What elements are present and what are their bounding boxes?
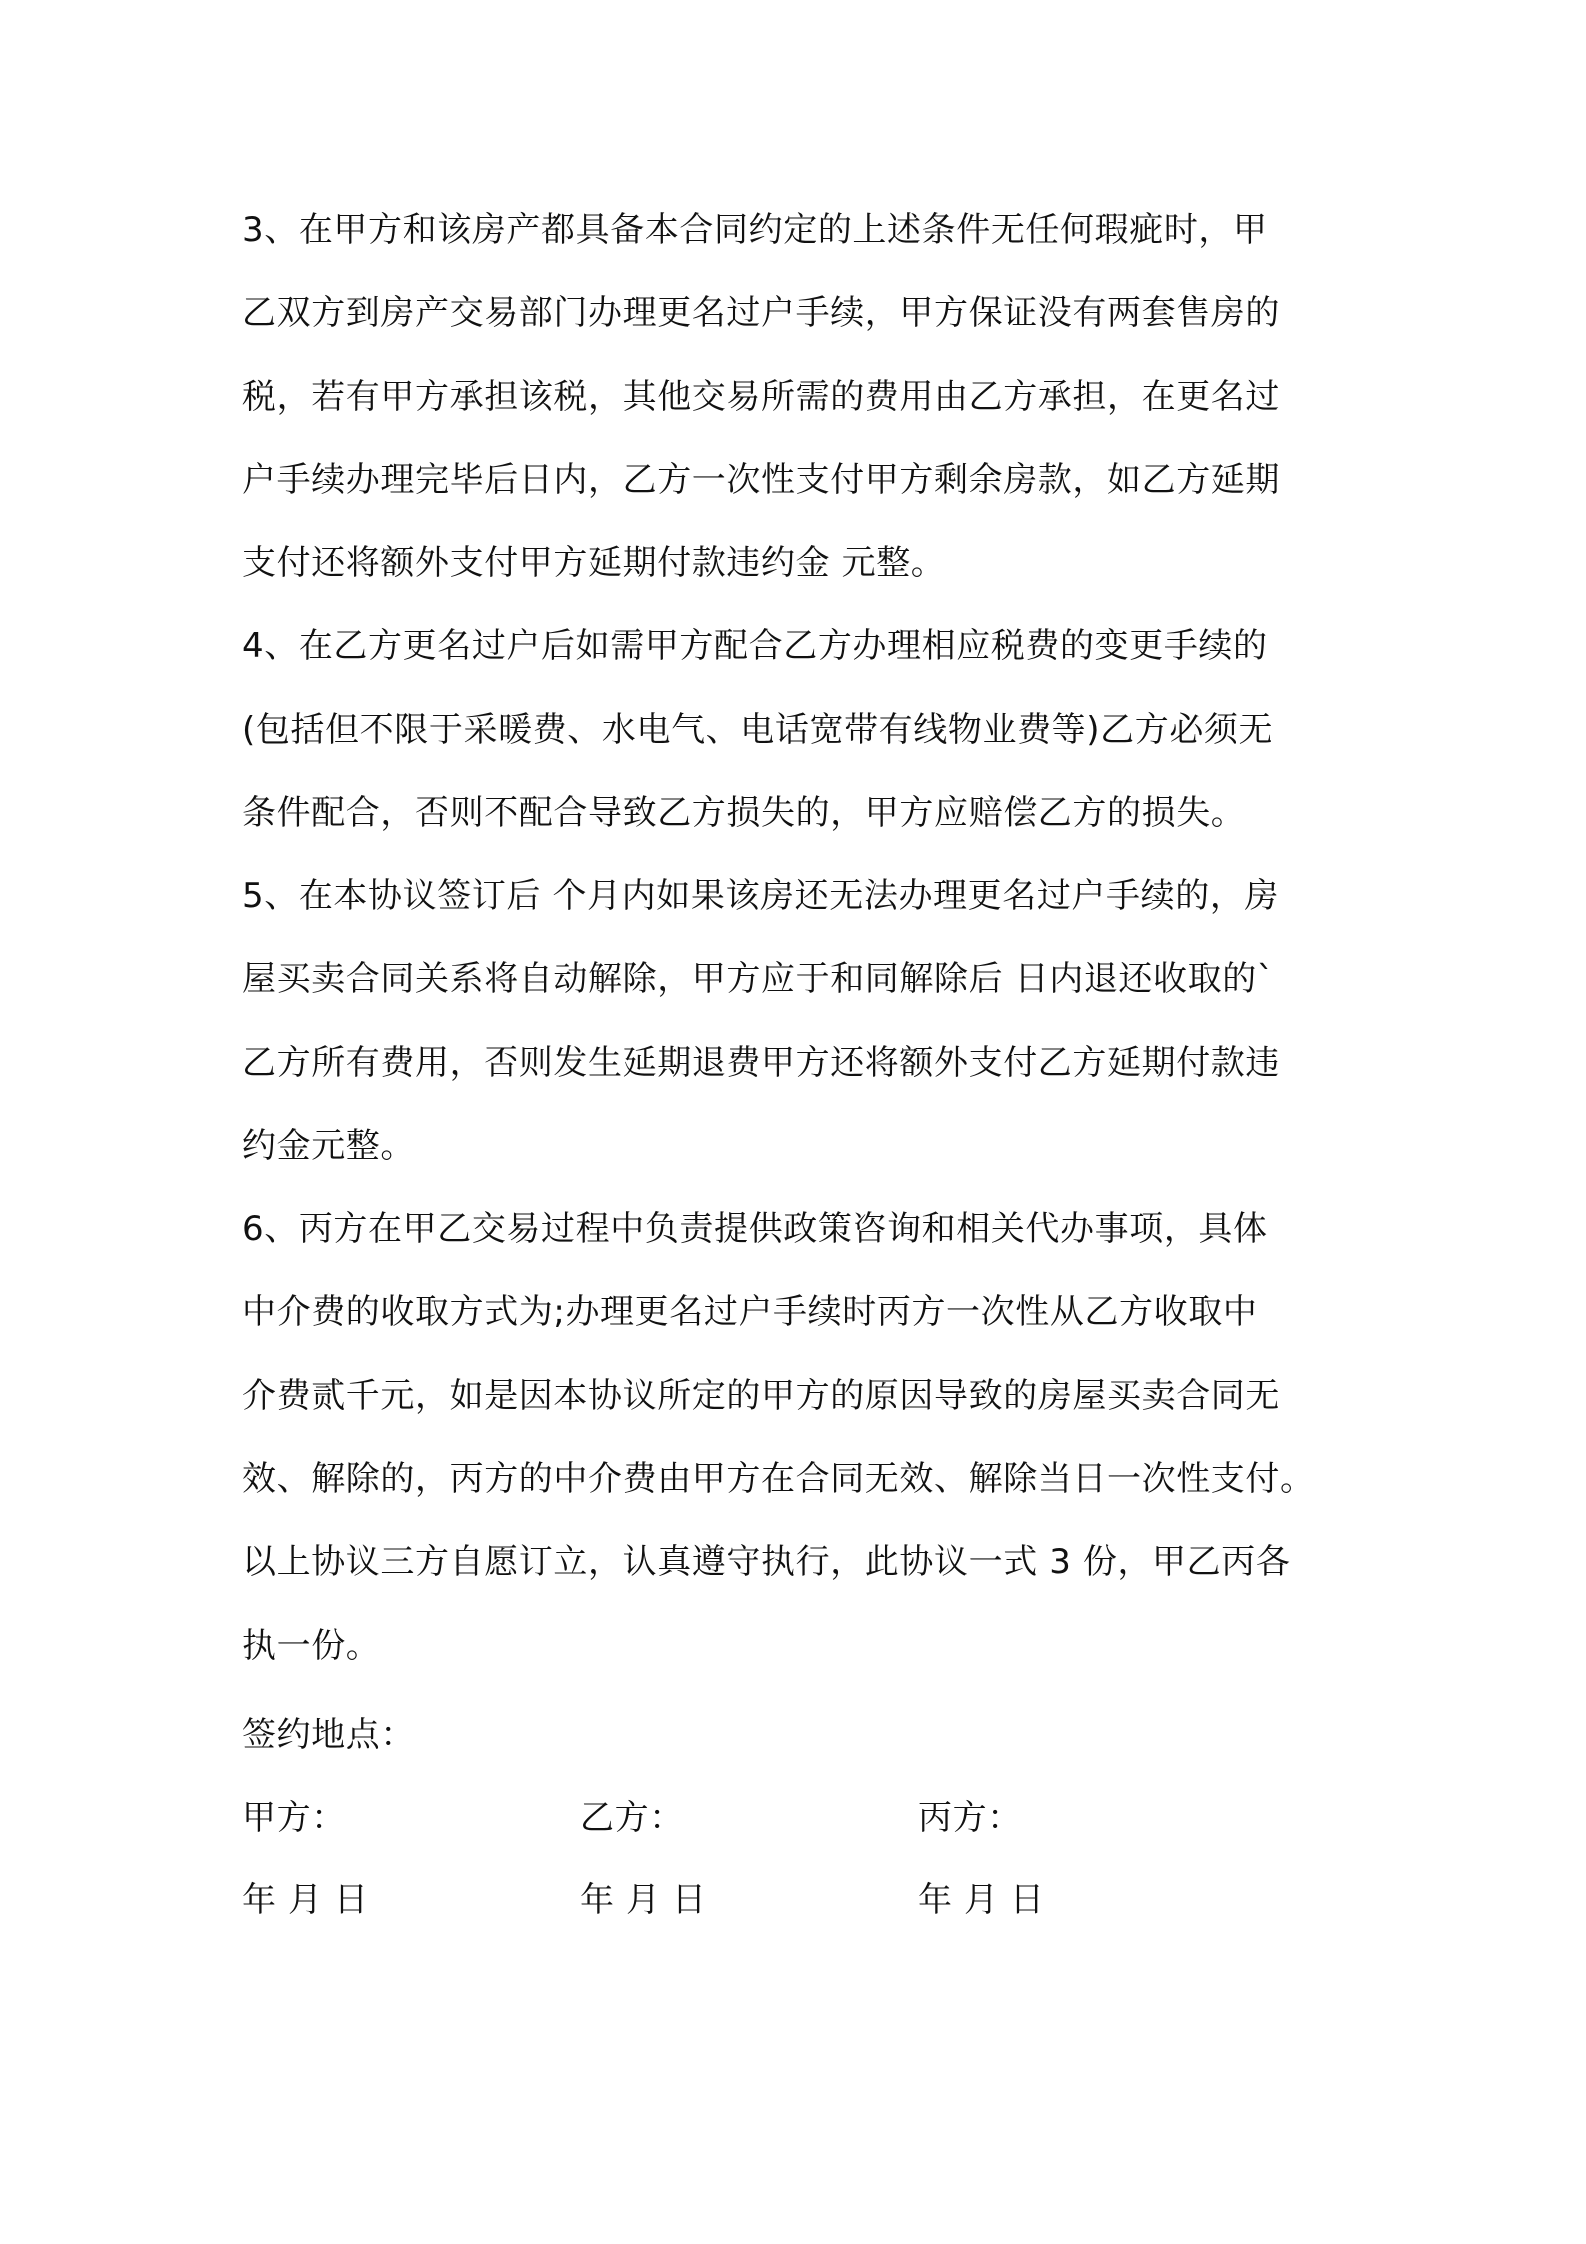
clause-4-line-2: (包括但不限于采暖费、水电气、电话宽带有线物业费等)乙方必须无: [242, 710, 1274, 750]
party-a-label: 甲方：: [242, 1798, 346, 1838]
clause-4-line-3: 条件配合，否则不配合导致乙方损失的，甲方应赔偿乙方的损失。: [242, 793, 1246, 833]
clause-5-line-2: 屋买卖合同关系将自动解除，甲方应于和同解除后 日内退还收取的`: [242, 959, 1275, 999]
clause-6-line-3: 介费贰千元，如是因本协议所定的甲方的原因导致的房屋买卖合同无: [242, 1376, 1280, 1416]
party-c-label: 丙方：: [918, 1798, 1022, 1838]
clause-3-line-3: 税，若有甲方承担该税，其他交易所需的费用由乙方承担，在更名过: [242, 377, 1280, 417]
closing-line-2: 执一份。: [242, 1626, 381, 1666]
party-a-date: 年 月 日: [242, 1880, 369, 1920]
party-b-date: 年 月 日: [580, 1880, 707, 1920]
clause-5-line-1: 5、在本协议签订后 个月内如果该房还无法办理更名过户手续的，房: [242, 876, 1280, 916]
party-c-date: 年 月 日: [918, 1880, 1045, 1920]
clause-3-line-2: 乙双方到房产交易部门办理更名过户手续，甲方保证没有两套售房的: [242, 293, 1280, 333]
signing-place-label: 签约地点：: [242, 1715, 415, 1755]
clause-3-line-5: 支付还将额外支付甲方延期付款违约金 元整。: [242, 543, 946, 583]
clause-3-line-1: 3、在甲方和该房产都具备本合同约定的上述条件无任何瑕疵时，甲: [242, 210, 1268, 250]
clause-5-line-4: 约金元整。: [242, 1126, 415, 1166]
clause-6-line-4: 效、解除的，丙方的中介费由甲方在合同无效、解除当日一次性支付。: [242, 1459, 1315, 1499]
clause-6-line-1: 6、丙方在甲乙交易过程中负责提供政策咨询和相关代办事项，具体: [242, 1209, 1268, 1249]
clause-6-line-2: 中介费的收取方式为;办理更名过户手续时丙方一次性从乙方收取中: [242, 1292, 1258, 1332]
closing-line-1: 以上协议三方自愿订立，认真遵守执行，此协议一式 3 份，甲乙丙各: [242, 1542, 1291, 1582]
clause-4-line-1: 4、在乙方更名过户后如需甲方配合乙方办理相应税费的变更手续的: [242, 626, 1268, 666]
clause-5-line-3: 乙方所有费用，否则发生延期退费甲方还将额外支付乙方延期付款违: [242, 1043, 1280, 1083]
party-b-label: 乙方：: [580, 1798, 684, 1838]
clause-3-line-4: 户手续办理完毕后日内，乙方一次性支付甲方剩余房款，如乙方延期: [242, 460, 1280, 500]
